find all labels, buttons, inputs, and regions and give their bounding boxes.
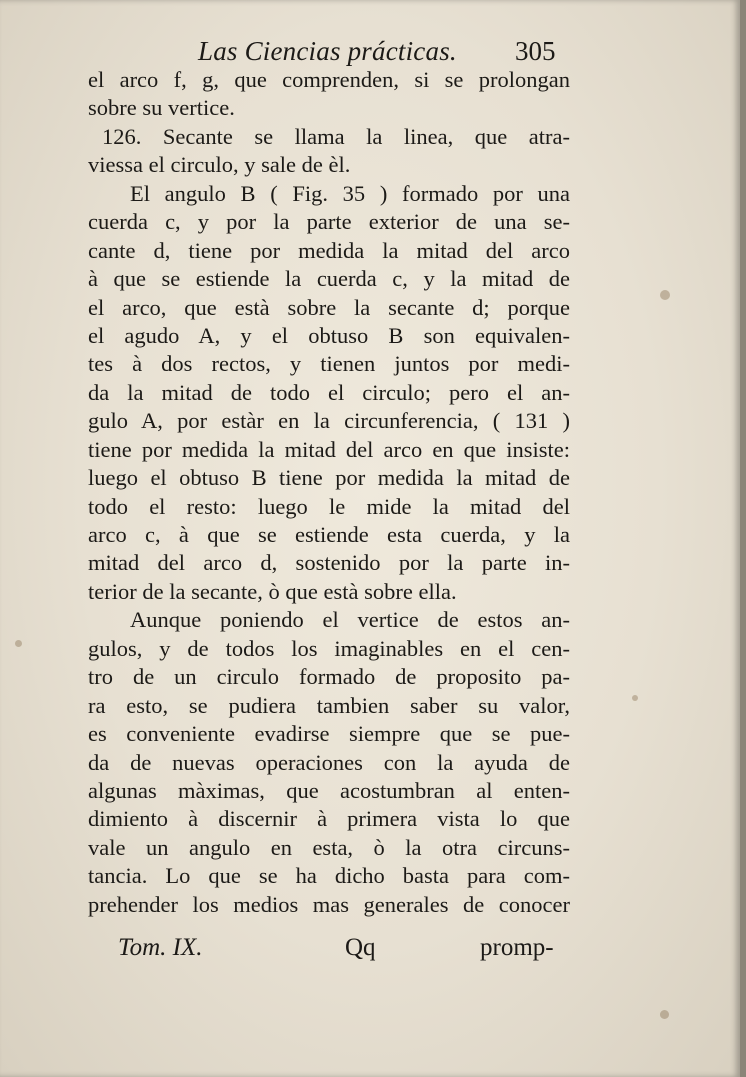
text-line: 126. Secante se llama la linea, que atra- (102, 123, 570, 149)
text-line: terior de la secante, ò que està sobre ella. (88, 578, 457, 604)
page-footer (0, 934, 740, 968)
text-line: es conveniente evadirse siempre que se pue- (88, 721, 570, 747)
text-line: tiene por medida la mitad del arco en que insiste: (88, 436, 570, 462)
catchword: promp- (480, 934, 554, 961)
text-line: tro de un circulo formado de proposito pa- (88, 664, 570, 690)
text-line: El angulo B ( Fig. 35 ) formado por una (130, 180, 570, 206)
text-line: el arco, que està sobre la secante d; porque (88, 294, 570, 320)
text-line: viessa el circulo, y sale de èl. (88, 152, 351, 178)
text-line: mitad del arco d, sostenido por la parte in- (88, 550, 570, 576)
text-line: tancia. Lo que se ha dicho basta para com- (88, 863, 570, 889)
volume-signature: Tom. IX. (118, 934, 203, 961)
foxing-spot (632, 695, 638, 701)
foxing-spot (660, 1010, 669, 1019)
text-line: da de nuevas operaciones con la ayuda de (88, 749, 570, 775)
text-line: algunas màximas, que acostumbran al enten- (88, 777, 570, 803)
text-line: da la mitad de todo el circulo; pero el an- (88, 379, 570, 405)
text-line: cuerda c, y por la parte exterior de una se- (88, 209, 570, 235)
text-line: Aunque poniendo el vertice de estos an- (130, 607, 570, 633)
text-line: gulo A, por estàr en la circunferencia, ( 131 ) (88, 408, 570, 434)
text-line: ra esto, se pudiera tambien saber su valor, (88, 692, 570, 718)
text-line: arco c, à que se estiende esta cuerda, y la (88, 522, 570, 547)
text-line: à que se estiende la cuerda c, y la mitad de (88, 266, 570, 292)
running-title: Las Ciencias prácticas. (198, 36, 457, 66)
foxing-spot (660, 290, 670, 300)
text-line: dimiento à discernir à primera vista lo que (88, 806, 570, 832)
text-line: gulos, y de todos los imaginables en el cen- (88, 635, 570, 661)
text-line: vale un angulo en esta, ò la otra circuns- (88, 834, 570, 860)
text-line: tes à dos rectos, y tienen juntos por medi- (88, 351, 570, 377)
text-line: sobre su vertice. (88, 95, 235, 121)
page-number: 305 (515, 36, 556, 66)
body-text (88, 66, 570, 919)
text-line: luego el obtuso B tiene por medida la mitad de (88, 465, 570, 491)
text-line: el arco f, g, que comprenden, si se prolongan (88, 67, 570, 92)
text-line: prehender los medios mas generales de conocer (88, 891, 570, 917)
text-line: el agudo A, y el obtuso B son equivalen- (88, 322, 570, 348)
text-line: todo el resto: luego le mide la mitad del (88, 493, 570, 519)
text-line: cante d, tiene por medida la mitad del arco (88, 237, 570, 263)
foxing-spot (15, 640, 22, 647)
signature-mark: Qq (345, 934, 376, 961)
